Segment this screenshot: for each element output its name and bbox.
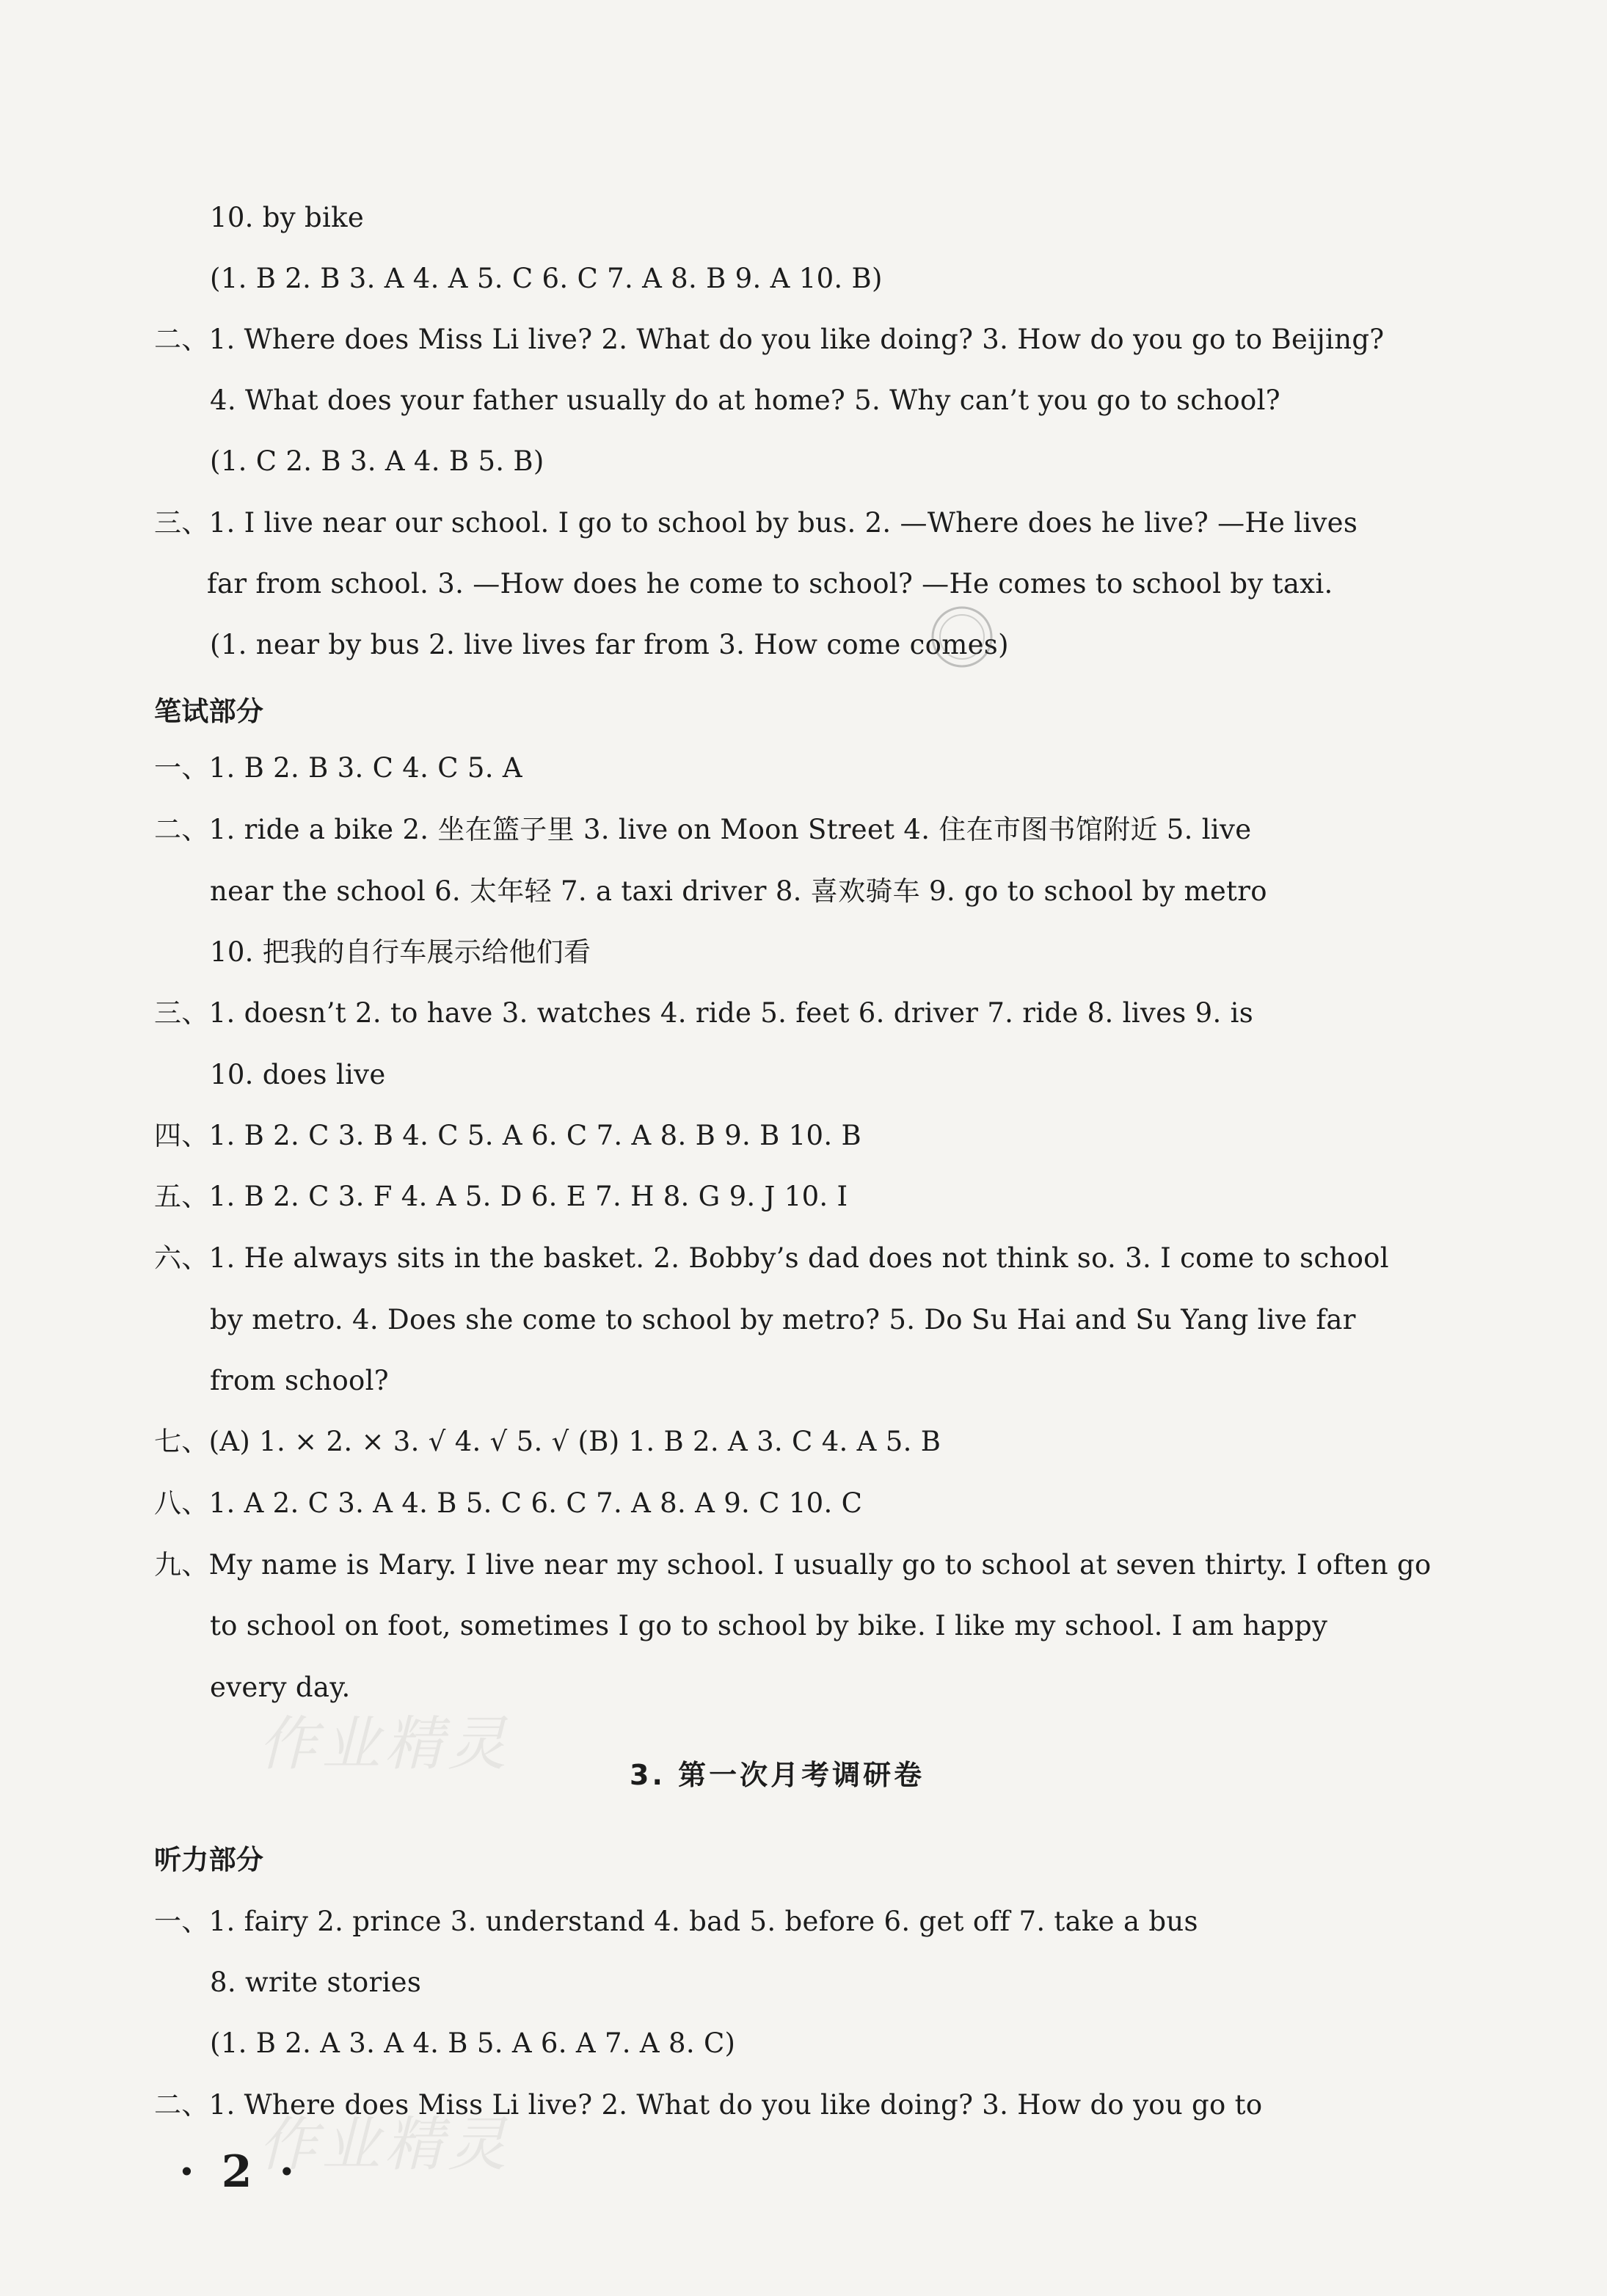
text-line: 六、1. He always sits in the basket. 2. Bobby’s dad does not think so. 3. I come to school [154,1242,1389,1274]
text-line: 四、1. B 2. C 3. B 4. C 5. A 6. C 7. A 8. B 9. B 10. B [154,1120,861,1151]
text-line: 10. 把我的自行车展示给他们看 [210,936,591,968]
section-title: 3. 第一次月考调研卷 [630,1759,925,1791]
text-line: 10. by bike [210,202,365,233]
text-line: (1. near by bus 2. live lives far from 3. How come comes) [210,629,1009,660]
text-line: 三、1. doesn’t 2. to have 3. watches 4. ride 5. feet 6. driver 7. ride 8. lives 9. is [154,997,1254,1029]
text-line: 二、1. Where does Miss Li live? 2. What do you like doing? 3. How do you go to Beijing? [154,324,1385,355]
watermark: 作业精灵 [258,2110,511,2179]
text-line: from school? [210,1365,389,1396]
page-number: · 2 · [179,2146,301,2198]
stamp-icon [928,603,996,671]
text-line: (1. C 2. B 3. A 4. B 5. B) [210,445,544,477]
text-line: (1. B 2. A 3. A 4. B 5. A 6. A 7. A 8. C) [210,2027,736,2059]
section-heading: 笔试部分 [154,696,264,727]
text-line: 二、1. ride a bike 2. 坐在篮子里 3. live on Moon Street 4. 住在市图书馆附近 5. live [154,814,1252,845]
text-line: 一、1. fairy 2. prince 3. understand 4. bad 5. before 6. get off 7. take a bus [154,1906,1198,1937]
text-line: 五、1. B 2. C 3. F 4. A 5. D 6. E 7. H 8. G 9. J 10. I [154,1181,848,1212]
text-line: 七、(A) 1. × 2. × 3. √ 4. √ 5. √ (B) 1. B 2. A 3. C 4. A 5. B [154,1426,941,1457]
watermark: 作业精灵 [258,1710,511,1778]
text-line: 三、1. I live near our school. I go to school by bus. 2. —Where does he live? —He lives [154,507,1358,539]
text-line: 九、My name is Mary. I live near my school. I usually go to school at seven thirty. I often go [154,1549,1432,1581]
text-line: 4. What does your father usually do at home? 5. Why can’t you go to school? [210,385,1280,416]
section-heading: 听力部分 [154,1844,264,1876]
text-line: 八、1. A 2. C 3. A 4. B 5. C 6. C 7. A 8. A 9. C 10. C [154,1487,863,1519]
text-line: 10. does live [210,1059,386,1090]
text-line: by metro. 4. Does she come to school by metro? 5. Do Su Hai and Su Yang live far [210,1304,1356,1335]
text-line: 一、1. B 2. B 3. C 4. C 5. A [154,752,522,784]
text-line: every day. [210,1672,351,1703]
text-line: to school on foot, sometimes I go to school by bike. I like my school. I am happy [210,1610,1328,1641]
text-line: far from school. 3. —How does he come to school? —He comes to school by taxi. [207,568,1333,599]
text-line: near the school 6. 太年轻 7. a taxi driver 8. 喜欢骑车 9. go to school by metro [210,875,1267,907]
text-line: 8. write stories [210,1967,422,1998]
text-line: 二、1. Where does Miss Li live? 2. What do you like doing? 3. How do you go to [154,2089,1263,2121]
text-line: (1. B 2. B 3. A 4. A 5. C 6. C 7. A 8. B 9. A 10. B) [210,263,883,294]
